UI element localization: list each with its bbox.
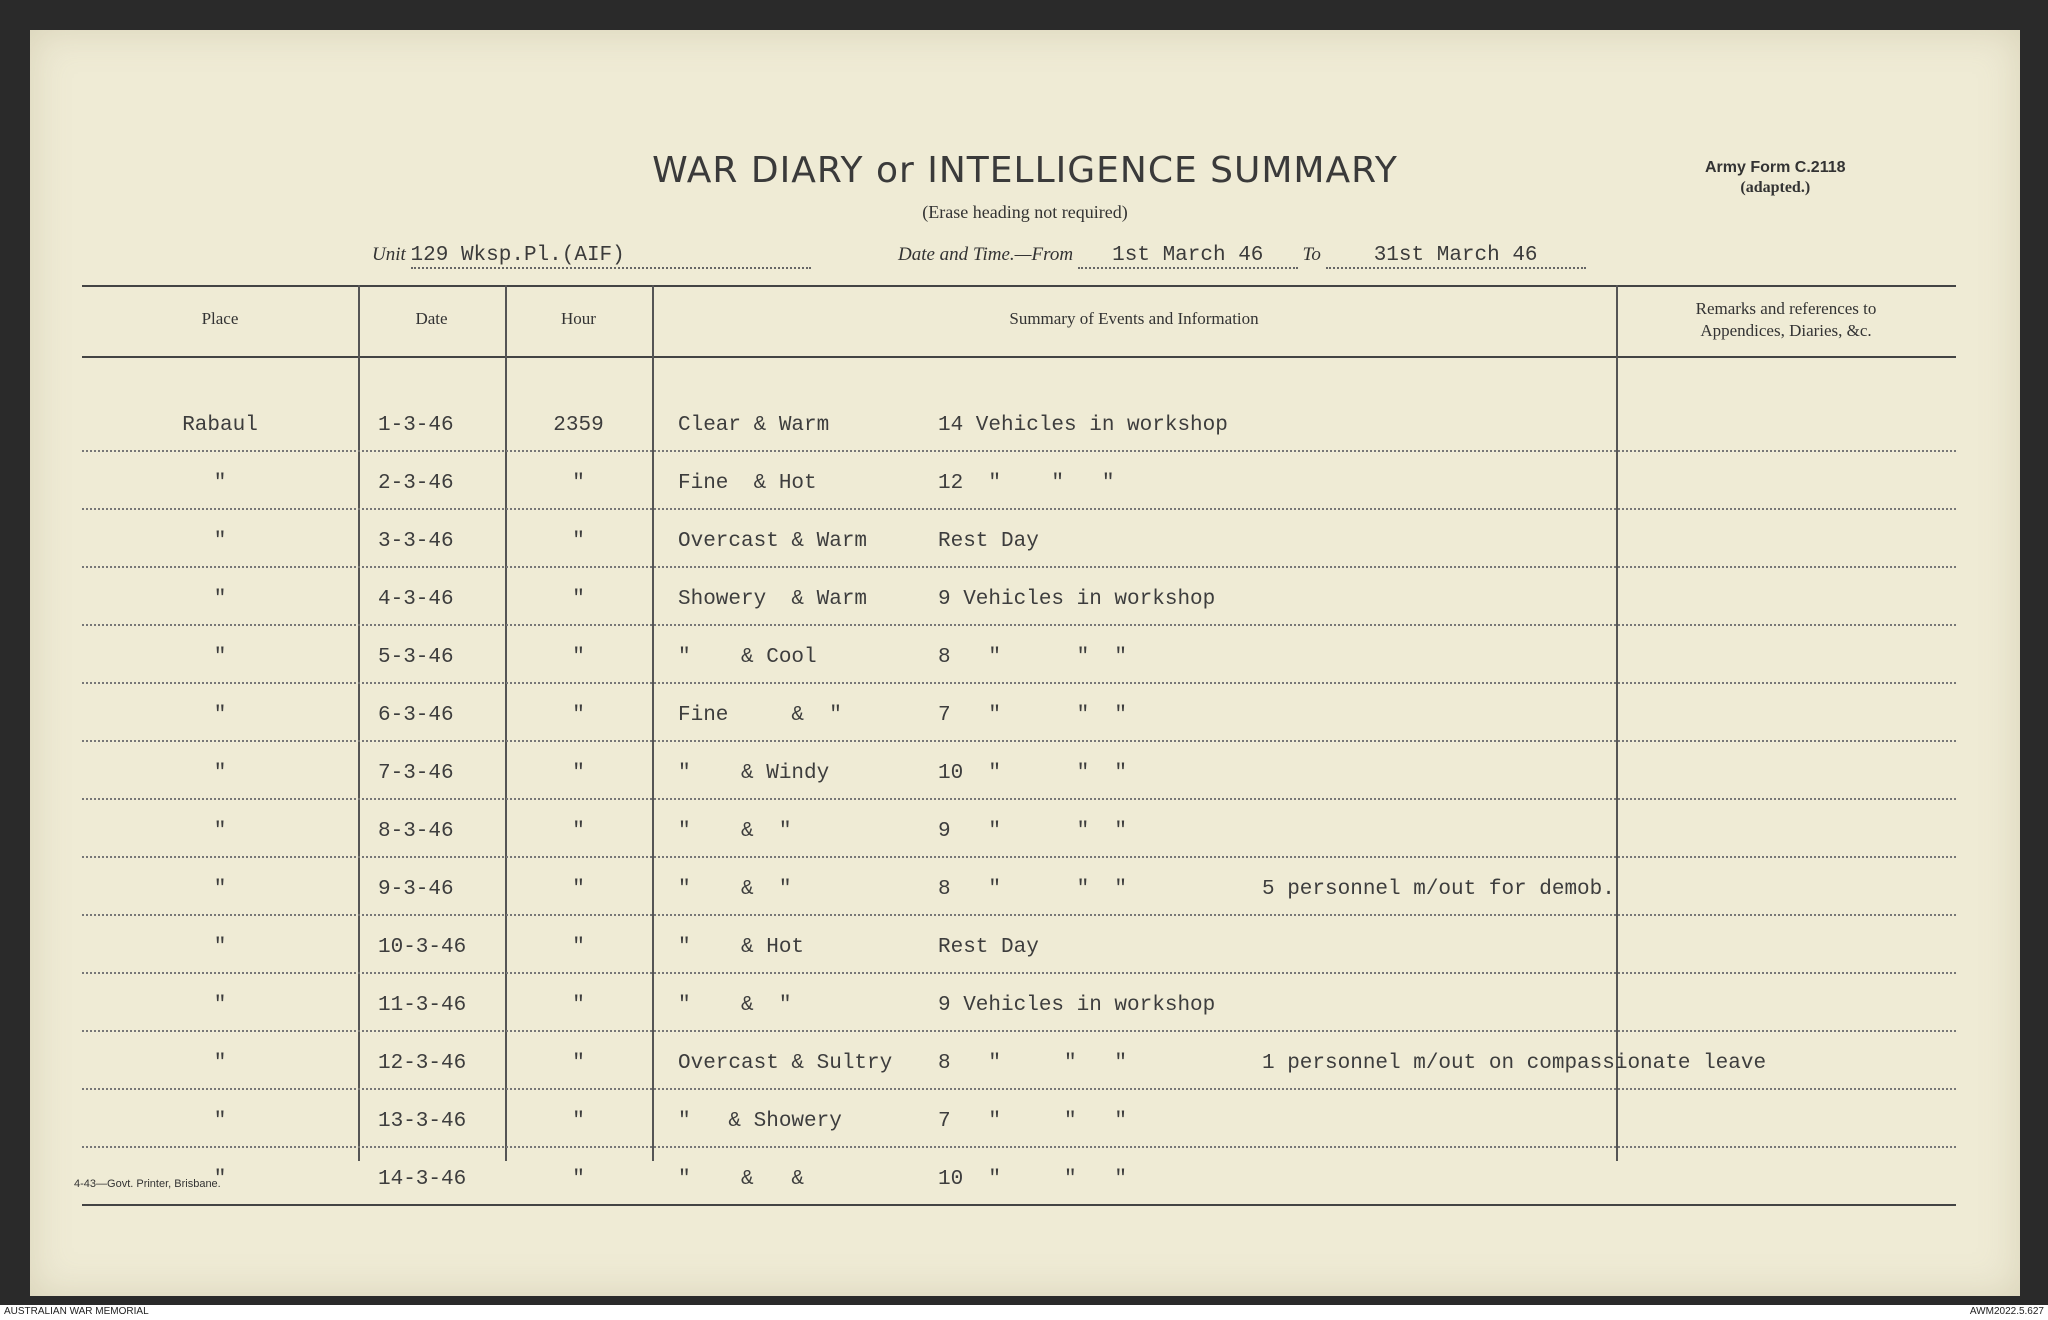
row-events: Rest Day xyxy=(938,936,1039,959)
row-rule xyxy=(82,508,1956,510)
row-events: Rest Day xyxy=(938,530,1039,553)
row-place: " xyxy=(213,704,227,727)
date-label: Date and Time.—From xyxy=(898,244,1074,265)
row-date: 1-3-46 xyxy=(378,414,454,437)
from-value: 1st March 46 xyxy=(1078,244,1298,269)
col-header-summary: Summary of Events and Information xyxy=(1009,309,1259,328)
header-bottom-rule xyxy=(82,356,1956,358)
row-events: 8 " " " xyxy=(938,1052,1128,1075)
row-date: 14-3-46 xyxy=(378,1168,467,1191)
row-remarks: 1 personnel m/out on compassionate leave xyxy=(1262,1052,1767,1075)
col-header-date: Date xyxy=(415,309,448,328)
row-hour: " xyxy=(572,646,585,669)
row-weather: Showery & Warm xyxy=(678,588,868,611)
row-events: 7 " " " xyxy=(938,1110,1128,1133)
row-remarks: 5 personnel m/out for demob. xyxy=(1262,878,1615,901)
row-place: Rabaul xyxy=(182,414,258,437)
row-rule xyxy=(82,972,1956,974)
row-rule xyxy=(82,566,1956,568)
to-label: To xyxy=(1302,244,1321,265)
row-date: 6-3-46 xyxy=(378,704,454,727)
row-hour: " xyxy=(572,530,585,553)
row-place: " xyxy=(213,878,227,901)
row-rule xyxy=(82,450,1956,452)
row-hour: " xyxy=(572,472,585,495)
row-hour: " xyxy=(572,994,585,1017)
row-rule xyxy=(82,798,1956,800)
table-bottom-rule xyxy=(82,1204,1956,1206)
col-header-remarks-line2: Appendices, Diaries, &c. xyxy=(1700,321,1872,340)
row-rule xyxy=(82,1088,1956,1090)
row-place: " xyxy=(213,994,227,1017)
row-weather: " & Showery xyxy=(678,1110,842,1133)
row-place: " xyxy=(213,530,227,553)
form-sheet xyxy=(30,30,2020,1296)
row-hour: " xyxy=(572,878,585,901)
row-date: 3-3-46 xyxy=(378,530,454,553)
row-events: 8 " " " xyxy=(938,878,1128,901)
row-weather: " & Hot xyxy=(678,936,805,959)
row-hour: " xyxy=(572,820,585,843)
row-events: 7 " " " xyxy=(938,704,1128,727)
row-weather: " & " xyxy=(678,878,792,901)
row-weather: " & " xyxy=(678,994,792,1017)
row-place: " xyxy=(213,1168,227,1191)
col-header-remarks xyxy=(1616,298,1956,342)
row-hour: " xyxy=(572,704,585,727)
row-hour: " xyxy=(572,1110,585,1133)
footer-right: AWM2022.5.627 xyxy=(1969,1306,2044,1317)
row-place: " xyxy=(213,1110,227,1133)
form-number xyxy=(1705,158,1846,198)
row-hour: " xyxy=(572,588,585,611)
row-weather: Clear & Warm xyxy=(678,414,830,437)
row-rule xyxy=(82,1146,1956,1148)
row-place: " xyxy=(213,646,227,669)
row-date: 7-3-46 xyxy=(378,762,454,785)
row-rule xyxy=(82,1030,1956,1032)
row-place: " xyxy=(213,588,227,611)
col-header-hour: Hour xyxy=(561,309,596,328)
row-rule xyxy=(82,914,1956,916)
row-weather: Overcast & Warm xyxy=(678,530,868,553)
unit-label: Unit xyxy=(372,244,406,265)
form-number-label: Army Form C.2118 xyxy=(1705,159,1846,176)
row-place: " xyxy=(213,472,227,495)
row-rule xyxy=(82,624,1956,626)
row-hour: " xyxy=(572,1052,585,1075)
page-subtitle: (Erase heading not required) xyxy=(922,202,1128,222)
row-events: 10 " " " xyxy=(938,762,1128,785)
row-date: 8-3-46 xyxy=(378,820,454,843)
col-header-place: Place xyxy=(201,309,239,328)
row-date: 9-3-46 xyxy=(378,878,454,901)
table-top-rule xyxy=(82,285,1956,287)
row-events: 12 " " " xyxy=(938,472,1115,495)
row-hour: " xyxy=(572,936,585,959)
to-value: 31st March 46 xyxy=(1326,244,1586,269)
row-weather: Fine & Hot xyxy=(678,472,817,495)
row-date: 12-3-46 xyxy=(378,1052,467,1075)
row-rule xyxy=(82,856,1956,858)
row-place: " xyxy=(213,762,227,785)
row-place: " xyxy=(213,820,227,843)
row-events: 9 Vehicles in workshop xyxy=(938,588,1216,611)
row-hour: " xyxy=(572,762,585,785)
printer-imprint: 4-43—Govt. Printer, Brisbane. xyxy=(74,1178,221,1190)
row-date: 11-3-46 xyxy=(378,994,467,1017)
footer-left: AUSTRALIAN WAR MEMORIAL xyxy=(4,1306,149,1317)
row-date: 4-3-46 xyxy=(378,588,454,611)
row-hour: " xyxy=(572,1168,585,1191)
row-events: 9 Vehicles in workshop xyxy=(938,994,1216,1017)
footer-strip xyxy=(0,1305,2048,1320)
col-header-remarks-line1: Remarks and references to xyxy=(1695,299,1877,318)
row-events: 8 " " " xyxy=(938,646,1128,669)
row-date: 5-3-46 xyxy=(378,646,454,669)
row-place: " xyxy=(213,936,227,959)
row-place: " xyxy=(213,1052,227,1075)
row-weather: " & & xyxy=(678,1168,805,1191)
row-weather: Fine & " xyxy=(678,704,842,727)
row-weather: " & Cool xyxy=(678,646,817,669)
row-rule xyxy=(82,740,1956,742)
row-rule xyxy=(82,682,1956,684)
row-hour: 2359 xyxy=(553,414,604,437)
row-date: 13-3-46 xyxy=(378,1110,467,1133)
row-weather: Overcast & Sultry xyxy=(678,1052,893,1075)
form-number-sub: (adapted.) xyxy=(1740,179,1811,196)
row-events: 10 " " " xyxy=(938,1168,1128,1191)
row-date: 2-3-46 xyxy=(378,472,454,495)
row-date: 10-3-46 xyxy=(378,936,467,959)
row-weather: " & " xyxy=(678,820,792,843)
row-events: 9 " " " xyxy=(938,820,1128,843)
page-title: WAR DIARY or INTELLIGENCE SUMMARY xyxy=(652,150,1398,191)
row-weather: " & Windy xyxy=(678,762,830,785)
row-events: 14 Vehicles in workshop xyxy=(938,414,1228,437)
unit-value: 129 Wksp.Pl.(AIF) xyxy=(411,244,811,269)
